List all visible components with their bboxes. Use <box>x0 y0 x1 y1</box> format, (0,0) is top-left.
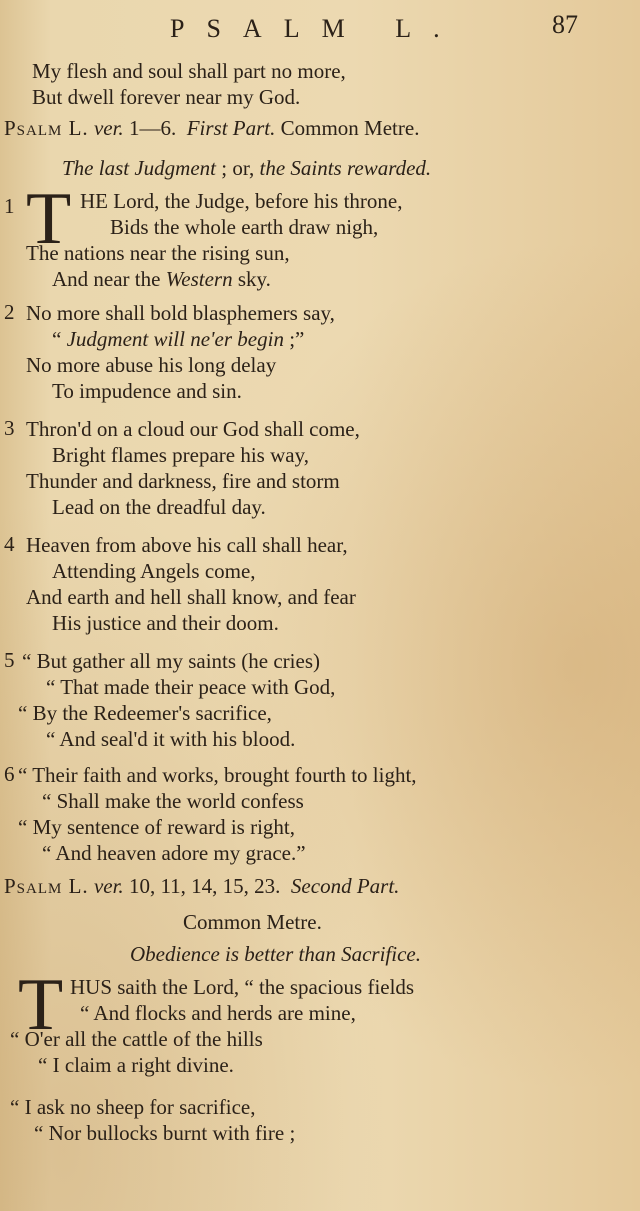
verse-line: “ And flocks and herds are mine, <box>80 1001 356 1025</box>
verse-line: Thunder and darkness, fire and storm <box>26 469 340 493</box>
stanza <box>4 762 604 872</box>
page-number: 87 <box>552 10 578 39</box>
verse-line: “ But gather all my saints (he cries) <box>22 649 320 673</box>
section-subtitle: Obedience is better than Sacrifice. <box>130 942 421 966</box>
stanza-number: 2 <box>4 300 15 324</box>
heading-metre: Common Metre. <box>280 116 420 140</box>
subtitle-italic: the Saints rewarded. <box>259 156 432 180</box>
verse-line: “ I claim a right divine. <box>38 1053 234 1077</box>
stanza <box>4 648 604 758</box>
stanza <box>4 964 624 1082</box>
verse-line: “ And seal'd it with his blood. <box>46 727 296 751</box>
verse-line: “ And heaven adore my grace.” <box>42 841 306 865</box>
verse-line: No more abuse his long delay <box>26 353 277 377</box>
verse-line: “ Their faith and works, brought fourth to light, <box>18 763 417 787</box>
verse-line: “ By the Redeemer's sacrifice, <box>18 701 272 725</box>
quote-mark: “ <box>52 327 62 351</box>
verse-line: But dwell forever near my God. <box>32 85 301 109</box>
heading-ver: ver. <box>93 874 124 898</box>
stanza-number: 6 <box>4 762 15 786</box>
heading-psalm: Psalm L. <box>4 874 89 898</box>
verse-line: “ Shall make the world confess <box>42 789 304 813</box>
section-heading <box>4 874 399 899</box>
stanza <box>4 532 604 642</box>
verse-line: No more shall bold blasphemers say, <box>26 301 335 325</box>
verse-line: “ I ask no sheep for sacrifice, <box>10 1095 256 1119</box>
heading-part: Second Part. <box>290 874 400 898</box>
verse-line: “ Nor bullocks burnt with fire ; <box>34 1121 296 1145</box>
heading-psalm: Psalm L. <box>4 116 89 140</box>
verse-line <box>52 266 271 292</box>
running-head: PSALM L. <box>170 14 462 43</box>
stanza <box>4 416 604 526</box>
text-run-italic: Judgment will ne'er begin <box>66 327 284 351</box>
verse-line: Lead on the dreadful day. <box>52 495 266 519</box>
text-run-italic: Western <box>165 267 233 291</box>
verse-line: To impudence and sin. <box>52 379 242 403</box>
subtitle-italic: The last Judgment <box>62 156 216 180</box>
verse-line: “ My sentence of reward is right, <box>18 815 295 839</box>
heading-part: First Part. <box>186 116 276 140</box>
stanza <box>4 300 604 410</box>
verse-line: HE Lord, the Judge, before his throne, <box>80 189 403 213</box>
verse-line: My flesh and soul shall part no more, <box>32 59 346 83</box>
verse-line: Thron'd on a cloud our God shall come, <box>26 417 360 441</box>
verse-line: “ O'er all the cattle of the hills <box>10 1027 263 1051</box>
verse-line: His justice and their doom. <box>52 611 279 635</box>
subtitle-mid: ; or, <box>221 156 255 180</box>
stanza-number: 5 <box>4 648 15 672</box>
drop-cap: T <box>18 964 64 1046</box>
quote-mark: ;” <box>289 327 305 351</box>
verse-line: Bids the whole earth draw nigh, <box>110 215 379 239</box>
text-run: sky. <box>237 267 271 291</box>
heading-range: 1—6. <box>128 116 177 140</box>
section-subtitle <box>62 156 431 181</box>
heading-ver: ver. <box>93 116 124 140</box>
text-run: And near the <box>52 267 161 291</box>
heading-range: 10, 11, 14, 15, 23. <box>128 874 281 898</box>
verse-line: HUS saith the Lord, “ the spacious fields <box>70 975 415 999</box>
stanza <box>4 1094 604 1154</box>
section-metre: Common Metre. <box>183 910 322 934</box>
stanza <box>4 178 604 296</box>
verse-line: “ That made their peace with God, <box>46 675 336 699</box>
drop-cap: T <box>26 178 72 260</box>
stanza-number: 3 <box>4 416 15 440</box>
verse-line: And earth and hell shall know, and fear <box>26 585 356 609</box>
stanza-number: 4 <box>4 532 15 556</box>
section-heading <box>4 116 419 141</box>
verse-line: The nations near the rising sun, <box>26 241 290 265</box>
stanza-number: 1 <box>4 194 15 218</box>
verse-line: Attending Angels come, <box>52 559 256 583</box>
verse-line: Bright flames prepare his way, <box>52 443 309 467</box>
verse-line: Heaven from above his call shall hear, <box>26 533 348 557</box>
verse-line <box>52 326 304 352</box>
